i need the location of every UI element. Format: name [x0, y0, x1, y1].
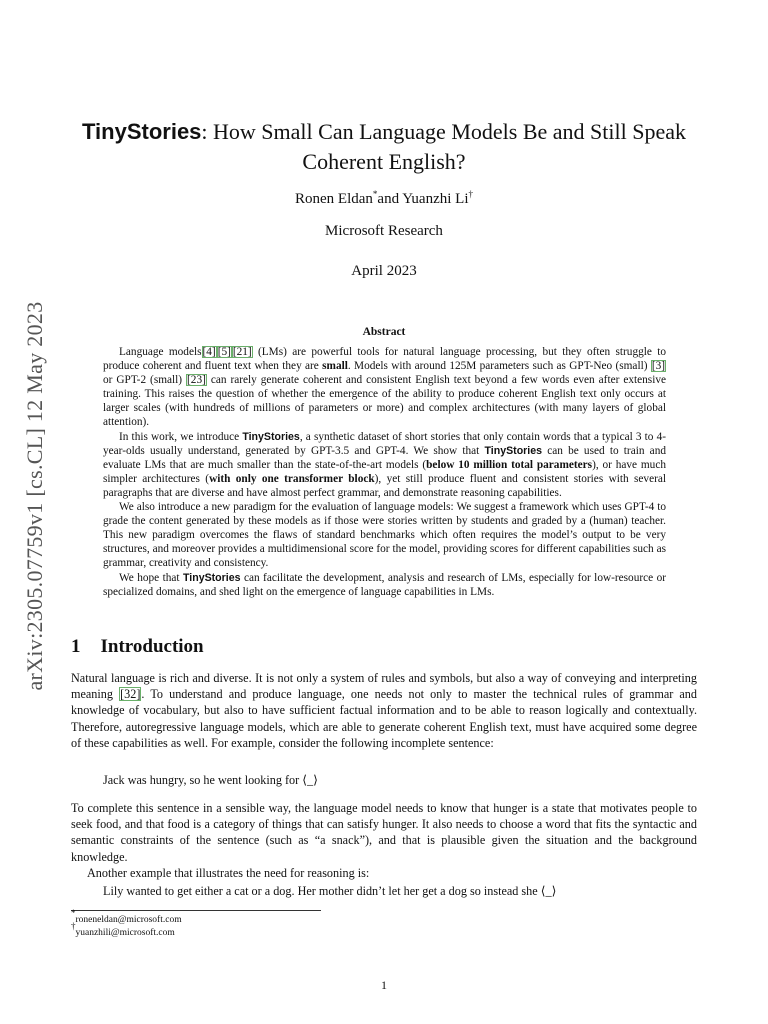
- footnote-mark: †: [71, 921, 76, 931]
- dataset-name: TinyStories: [183, 571, 241, 584]
- abstract-paragraph-1: [103, 345, 666, 430]
- text-run: or GPT-2 (small): [103, 374, 187, 387]
- footnote-rule: [71, 910, 321, 911]
- text-run: . To understand and produce language, one needs not only to master the technical rules of grammar and knowledge of vocabulary, but also to have sufficient factual information and to be able to reason logically and contextually. Therefore, autoregressive language models, which are able to generate coherent English text, must have acquired some degree of these capabilities as well. For example, consider the following incomplete sentence:: [71, 687, 697, 750]
- arxiv-sidebar: [21, 266, 49, 726]
- example-sentence-1: Jack was hungry, so he went looking for ⟨_⟩: [103, 773, 318, 787]
- footnote-email: roneneldan@microsoft.com: [75, 915, 182, 925]
- intro-paragraph-2: [71, 800, 697, 881]
- section-heading: [71, 636, 204, 658]
- emphasis: small: [322, 360, 348, 373]
- page-number: 1: [381, 978, 387, 992]
- citation-link[interactable]: [5]: [217, 346, 231, 358]
- emphasis: with only one transformer block: [209, 472, 375, 485]
- text-run: ), or have much simpler architectures (: [103, 458, 666, 485]
- author-first-mark: *: [372, 189, 378, 199]
- intro-paragraph-1: [71, 670, 697, 751]
- footnote-email: yuanzhili@microsoft.com: [75, 928, 175, 938]
- authors: [70, 191, 698, 208]
- arxiv-identifier: arXiv:2305.07759v1 [cs.CL] 12 May 2023: [22, 301, 47, 691]
- affiliation: Microsoft Research: [325, 223, 443, 239]
- footnote-2: [71, 921, 175, 939]
- text-run: can rarely generate coherent and consistent English text beyond a few words even after extensive training. This raises the question of whether the emergence of the ability to produce coherent English text only occurs at larger scales (with hundreds of millions of parameters or more) and complex architectures (with many layers of global attention).: [103, 374, 666, 429]
- text-run: In this work, we introduce: [119, 430, 243, 443]
- citation-link[interactable]: [23]: [187, 374, 206, 387]
- title-rest: : How Small Can Language Models Be and Still Speak Coherent English?: [201, 119, 686, 174]
- abstract-paragraph-2: [103, 430, 666, 500]
- citation-link[interactable]: [4]: [202, 346, 216, 358]
- text-run: ), yet still produce fluent and consistent stories with several paragraphs that are diverse and have almost perfect grammar, and demonstrate reasoning capabilities.: [103, 472, 667, 499]
- title-brand: TinyStories: [82, 119, 202, 144]
- text-run: To complete this sentence in a sensible way, the language model needs to know that hunger is a state that motivates people to seek food, and that food is a category of things that can satisfy hunger. It also needs to choose a word that fits the syntactic and semantic constraints of the sentence (such as “a snack”), and that is plausible given the situation and the background knowledge.: [71, 801, 697, 864]
- text-run: can facilitate the development, analysis and research of LMs, especially for low-resource or specialized domains, and shed light on the emergence of language capabilities in LMs.: [103, 571, 666, 598]
- citation-link[interactable]: [21]: [232, 346, 252, 358]
- citation-link[interactable]: [3]: [651, 360, 665, 373]
- footnote-1: [71, 908, 182, 926]
- text-run: Another example that illustrates the need for reasoning is:: [87, 865, 370, 880]
- author-second-mark: †: [468, 189, 473, 199]
- abstract-paragraph-3: We also introduce a new paradigm for the evaluation of language models: We suggest a framework which uses GPT-4 to grade the content generated by these models as if those were stories written by students and graded by a (human) teacher. This new paradigm overcomes the flaws of standard benchmarks which often requires the model’s output to be very structures, and moreover provides a multidimensional score for the model, providing scores for different capabilities such as grammar, creativity and consistency.: [103, 501, 666, 570]
- section-title: Introduction: [100, 636, 204, 657]
- author-first: Ronen Eldan: [295, 191, 373, 207]
- text-run: . Models with around 125M parameters such as GPT-Neo (small): [347, 360, 651, 373]
- text-run: We hope that: [119, 571, 183, 584]
- abstract-paragraph-4: [103, 571, 666, 599]
- section-number: 1: [71, 636, 81, 657]
- paper-title: [70, 117, 698, 177]
- text-run: Language models: [119, 346, 202, 358]
- abstract: [103, 345, 666, 599]
- dataset-name: TinyStories: [484, 444, 543, 457]
- text-run: (LMs) are powerful tools for natural language processing, but they often struggle to produce coherent and fluent text when they are: [103, 346, 666, 373]
- example-sentence-2: Lily wanted to get either a cat or a dog. Her mother didn’t let her get a dog so instead she ⟨_⟩: [103, 884, 557, 898]
- abstract-heading: Abstract: [362, 326, 406, 338]
- text-run: can be used to train and evaluate LMs that are much smaller than the state-of-the-art models (: [103, 444, 666, 471]
- citation-link[interactable]: [32]: [120, 687, 141, 702]
- footnote-mark: *: [71, 908, 76, 918]
- emphasis: below 10 million total parameters: [426, 458, 593, 471]
- text-run: , a synthetic dataset of short stories that only contain words that a typical 3 to 4-year-olds usually understand, generated by GPT-3.5 and GPT-4. We show that: [103, 430, 667, 457]
- publication-date: April 2023: [351, 263, 417, 279]
- dataset-name: TinyStories: [242, 430, 300, 443]
- author-second: and Yuanzhi Li: [377, 191, 469, 207]
- text-run: Natural language is rich and diverse. It is not only a system of rules and symbols, but also a way of conveying and interpreting meaning: [71, 671, 697, 702]
